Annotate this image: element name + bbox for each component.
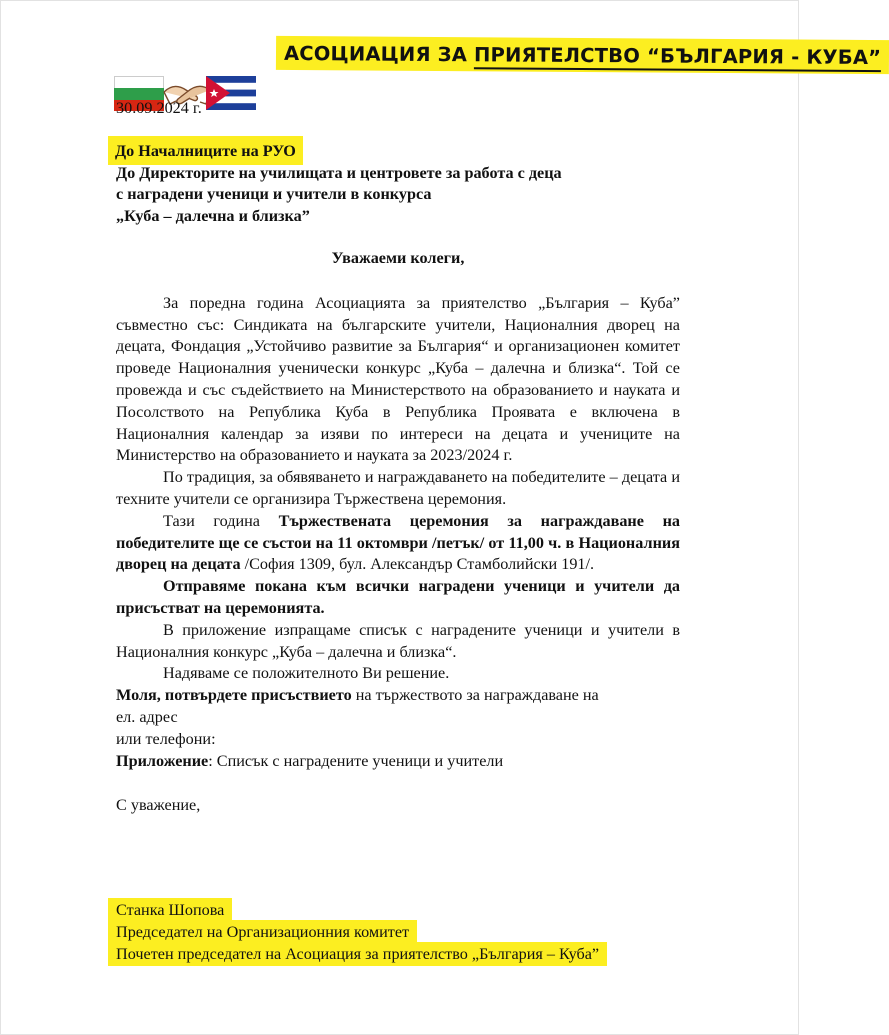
phones-line: или телефони: (116, 729, 216, 748)
association-title (276, 36, 889, 74)
invitation-paragraph: Отправяме покана към всички наградени ученици и учители да присъстват на церемонията. (116, 577, 680, 617)
paragraph-3-start: Тази година (163, 511, 279, 530)
addressee-line-3: с наградени ученици и учители в конкурса (116, 185, 432, 204)
ceremony-address: /София 1309, бул. Александър Стамболийски 191/. (240, 555, 595, 574)
addressee-line-2: До Директорите на училищата и центровете за работа с деца (116, 163, 562, 182)
attachment-line (116, 751, 680, 773)
closing: С уважение, (116, 796, 201, 815)
confirm-bold: Моля, потвърдете присъствието (116, 686, 352, 705)
addressee-line-1 (116, 141, 680, 163)
paragraph-hope: Надяваме се положителното Ви решение. (163, 664, 450, 683)
signature-role-1-line (116, 921, 607, 943)
signature-role-2-line (116, 943, 607, 965)
association-title-prefix: АСОЦИАЦИЯ ЗА (283, 41, 475, 67)
confirm-paragraph (116, 685, 680, 707)
signature-role-1: Председател на Организационния комитет (108, 920, 417, 944)
letter-date: 30.09.2024 г. (116, 99, 202, 117)
paragraph-1: За поредна година Асоциацията за приятелство „България – Куба” съвместно със: Синдиката на българските учители, Националния дворец на децата, Фондация „Устойчиво развитие за България“ и организационен комитет проведе Националния ученически конкурс „Куба – далечна и близка“. Той се провежда и със съдействието на Министерството на образованието и науката и Посолството на Република Куба в Република Проявата е включена в Националния календар за изяви по интереси на децата и учениците на Министерство на образованието и науката за 2023/2024 г. (116, 293, 680, 465)
ceremony-details: Тържествената церемония за награждаване на победителите ще се състои на 11 октомври /петък/ от 11,00 ч. в Националния дворец на децата (116, 511, 680, 574)
letterhead (108, 32, 882, 92)
confirm-rest: на тържеството за награждаване на (351, 686, 599, 705)
addressees (116, 141, 680, 228)
letter-body (116, 98, 680, 817)
signature-role-2: Почетен председател на Асоциация за приятелство „България – Куба” (108, 942, 607, 966)
signature-name-line (116, 899, 607, 921)
paragraph-attachment-note: В приложение изпращаме списък с наградените ученици и учители в Националния конкурс „Куба – далечна и близка“. (116, 620, 680, 661)
signature-block (116, 899, 607, 965)
addressee-line-4: „Куба – далечна и близка” (116, 207, 310, 226)
signature-name: Станка Шопова (108, 898, 232, 922)
association-title-main: ПРИЯТЕЛСТВО “БЪЛГАРИЯ - КУБА” (474, 43, 881, 72)
attachment-label: Приложение (116, 751, 209, 770)
addressee-rуо: До Началниците на РУО (108, 136, 303, 165)
paragraph-3 (116, 511, 680, 576)
salutation: Уважаеми колеги, (331, 248, 465, 267)
attachment-text: : Списък с наградените ученици и учители (208, 751, 504, 770)
paragraph-2: По традиция, за обявяването и награждаването на победителите – децата и техните учители се организира Тържествена церемония. (116, 468, 680, 508)
email-line: ел. адрес (116, 707, 178, 726)
bulgaria-cuba-handshake-logo (108, 52, 258, 94)
